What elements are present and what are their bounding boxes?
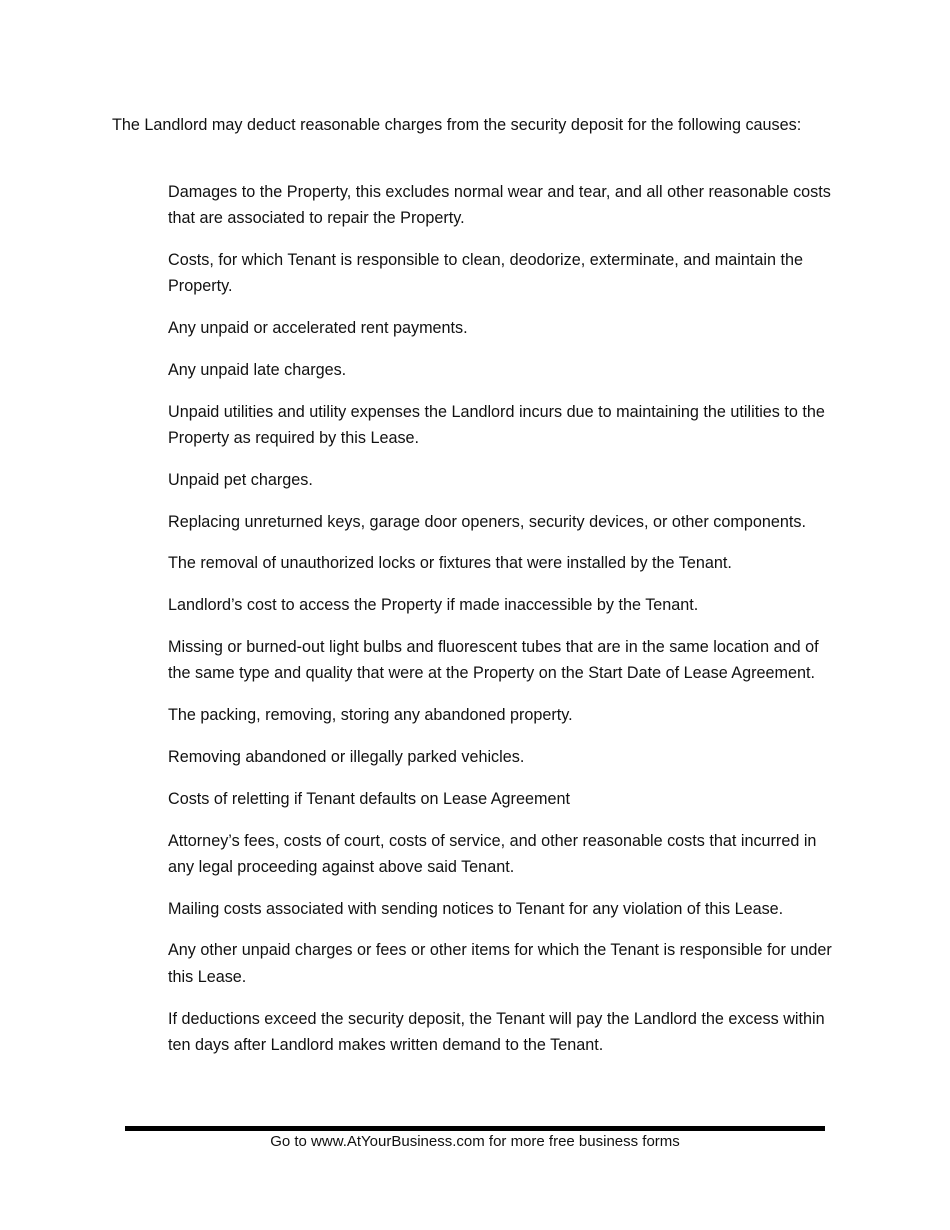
cause-mailing-costs: Mailing costs associated with sending notices to Tenant for any violation of this Lease.: [168, 899, 784, 918]
intro-paragraph: The Landlord may deduct reasonable charges from the security deposit for the following causes:: [112, 116, 802, 134]
cause-unauthorized-locks: The removal of unauthorized locks or fixtures that were installed by the Tenant.: [168, 554, 732, 573]
cause-reletting: Costs of reletting if Tenant defaults on Lease Agreement: [168, 789, 570, 808]
cause-unpaid-utilities: Unpaid utilities and utility expenses the Landlord incurs due to maintaining the utilities to the Property as required by this Lease.: [168, 402, 825, 448]
cause-pet-charges: Unpaid pet charges.: [168, 470, 313, 489]
cause-access-cost: Landlord’s cost to access the Property if made inaccessible by the Tenant.: [168, 596, 699, 615]
cause-abandoned-property: The packing, removing, storing any abandoned property.: [168, 706, 573, 725]
footer-divider: [125, 1126, 825, 1131]
cause-other-charges: Any other unpaid charges or fees or other items for which the Tenant is responsible for under this Lease.: [168, 941, 832, 986]
cause-late-charges: Any unpaid late charges.: [168, 360, 347, 379]
cause-excess-deductions: If deductions exceed the security deposit, the Tenant will pay the Landlord the excess within ten days after Landlord makes written demand to the Tenant.: [168, 1009, 825, 1054]
deduction-causes-list: [168, 179, 840, 1074]
cause-light-bulbs: Missing or burned-out light bulbs and fluorescent tubes that are in the same location and of the same type and quality that were at the Property on the Start Date of Lease Agreement.: [168, 638, 819, 683]
footer-text: Go to www.AtYourBusiness.com for more free business forms: [270, 1133, 680, 1150]
cause-unreturned-keys: Replacing unreturned keys, garage door openers, security devices, or other components.: [168, 512, 806, 531]
cause-attorney-fees: Attorney’s fees, costs of court, costs of service, and other reasonable costs that incurred in any legal proceeding against above said Tenant.: [168, 831, 817, 876]
cause-damages: Damages to the Property, this excludes normal wear and tear, and all other reasonable costs that are associated to repair the Property.: [168, 183, 831, 228]
cause-parked-vehicles: Removing abandoned or illegally parked vehicles.: [168, 747, 525, 766]
cause-cleaning-costs: Costs, for which Tenant is responsible to clean, deodorize, exterminate, and maintain the Property.: [168, 251, 803, 296]
cause-unpaid-rent: Any unpaid or accelerated rent payments.: [168, 319, 468, 338]
